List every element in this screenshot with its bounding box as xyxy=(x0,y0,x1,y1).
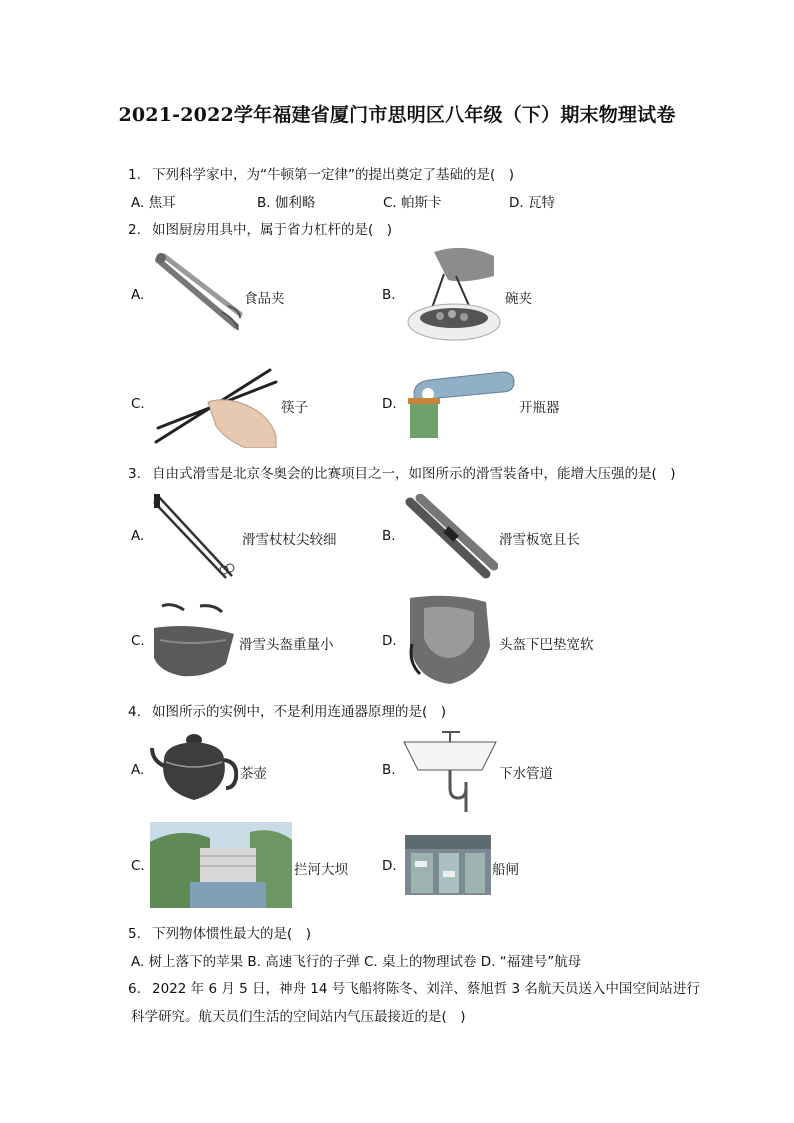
question-text: 2022 年 6 月 5 日，神舟 14 号飞船将陈冬、刘洋、蔡旭哲 3 名航天员送入中国空间站进行 xyxy=(152,981,700,997)
bottle-opener-icon xyxy=(404,370,518,438)
question-text: 自由式滑雪是北京冬奥会的比赛项目之一，如图所示的滑雪装备中，能增大压强的是( ) xyxy=(152,466,676,482)
q4-option-c-letter: C. xyxy=(131,858,145,874)
question-3 xyxy=(128,462,676,482)
q2-option-d-letter: D. xyxy=(382,396,397,412)
q1-option-c: C. 帕斯卡 xyxy=(383,195,442,211)
question-2 xyxy=(128,218,392,238)
q4-option-d-label: 船闸 xyxy=(492,862,519,878)
question-number: 3. xyxy=(128,466,141,482)
q4-option-a-label: 茶壶 xyxy=(240,766,267,782)
q4-option-a-letter: A. xyxy=(131,762,145,778)
question-text: 下列物体惯性最大的是( ) xyxy=(152,926,312,942)
q2-option-b-letter: B. xyxy=(382,287,396,303)
q2-option-c-label: 筷子 xyxy=(281,400,308,416)
question-number: 5. xyxy=(128,926,141,942)
q2-option-b-label: 碗夹 xyxy=(505,291,532,307)
q3-option-b-label: 滑雪板宽且长 xyxy=(499,532,580,548)
q3-option-a-letter: A. xyxy=(131,528,145,544)
question-1 xyxy=(128,163,514,183)
q5-options: A. 树上落下的苹果 B. 高速飞行的子弹 C. 桌上的物理试卷 D. “福建号”航母 xyxy=(131,954,582,970)
q2-option-d-label: 开瓶器 xyxy=(519,400,560,416)
q4-option-b-label: 下水管道 xyxy=(499,766,553,782)
q4-option-c-label: 拦河大坝 xyxy=(294,862,348,878)
q3-option-c-letter: C. xyxy=(131,633,145,649)
question-4 xyxy=(128,700,446,720)
ship-lock-icon xyxy=(405,835,491,895)
sink-drain-icon xyxy=(402,726,498,812)
q4-option-d-letter: D. xyxy=(382,858,397,874)
q1-option-d: D. 瓦特 xyxy=(509,195,555,211)
question-5 xyxy=(128,922,311,942)
question-number: 2. xyxy=(128,222,141,238)
q3-option-b-letter: B. xyxy=(382,528,396,544)
q2-option-c-letter: C. xyxy=(131,396,145,412)
ski-poles-icon xyxy=(152,492,240,580)
q2-option-a-label: 食品夹 xyxy=(244,291,285,307)
question-text: 如图厨房用具中，属于省力杠杆的是( ) xyxy=(152,222,393,238)
chin-pad-icon xyxy=(404,594,494,686)
q2-option-a-letter: A. xyxy=(131,287,145,303)
q3-option-c-label: 滑雪头盔重量小 xyxy=(239,637,334,653)
tongs-icon xyxy=(152,252,244,338)
q3-option-a-label: 滑雪杖杖尖较细 xyxy=(242,532,337,548)
q3-option-d-letter: D. xyxy=(382,633,397,649)
question-text: 如图所示的实例中，不是利用连通器原理的是( ) xyxy=(152,704,447,720)
q3-option-d-label: 头盔下巴垫宽软 xyxy=(499,637,594,653)
q1-option-a: A. 焦耳 xyxy=(131,195,176,211)
teapot-icon xyxy=(150,730,238,804)
dam-icon xyxy=(150,822,292,908)
question-text: 下列科学家中，为“牛顿第一定律”的提出奠定了基础的是( ) xyxy=(152,167,515,183)
page-title: 2021-2022学年福建省厦门市思明区八年级（下）期末物理试卷 xyxy=(118,104,676,126)
chopsticks-icon xyxy=(152,362,280,448)
question-6 xyxy=(128,977,700,997)
question-number: 6. xyxy=(128,981,141,997)
bowl-clip-icon xyxy=(404,244,504,346)
helmet-icon xyxy=(150,600,238,680)
question-number: 1. xyxy=(128,167,141,183)
skis-icon xyxy=(404,494,498,580)
q1-option-b: B. 伽利略 xyxy=(257,195,316,211)
question-number: 4. xyxy=(128,704,141,720)
q4-option-b-letter: B. xyxy=(382,762,396,778)
question-6-continued: 科学研究。航天员们生活的空间站内气压最接近的是( ) xyxy=(131,1009,466,1025)
